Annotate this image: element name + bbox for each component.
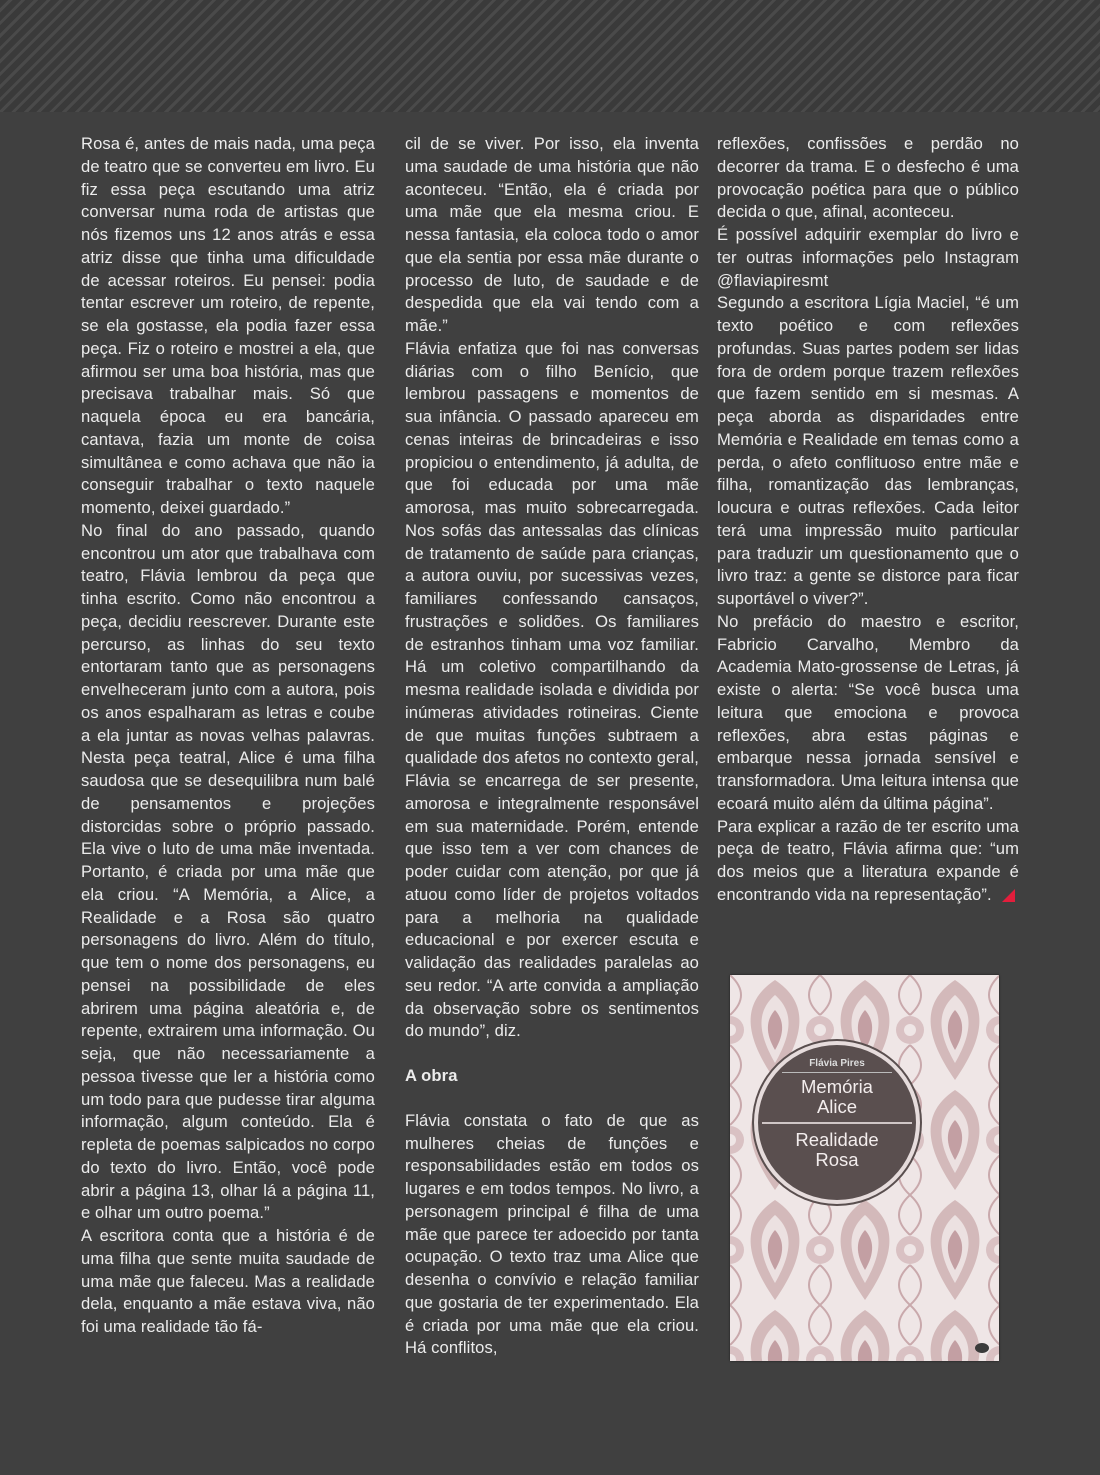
cover-title-rosa: Rosa xyxy=(815,1149,859,1170)
decorative-stripe-header xyxy=(0,0,1100,112)
paragraph: cil de se viver. Por isso, ela inventa uma saudade de uma história que não aconteceu. “Então, ela é criada por uma mãe que ela mesma criou. E nessa fantasia, ela coloca todo o amor que ela sentia por essa mãe durante o processo de luto, de saudade e de despedida que ela vai tendo com a mãe.” xyxy=(405,134,699,335)
paragraph: Segundo a escritora Lígia Maciel, “é um texto poético e com reflexões profundas. Suas partes podem ser lidas fora de ordem porque trazem reflexões que fazem sentido em si mesmas. A peça aborda as disparidades entre Memória e Realidade em temas como a perda, o afeto conflituoso entre mãe e filha, romantização das lembranças, loucura e outras reflexões. Cada leitor terá uma impressão muito particular para traduzir um questionamento que o livro traz: a gente se distorce para ficar suportável o viver?”. xyxy=(717,293,1019,608)
cover-title-memoria: Memória xyxy=(801,1076,873,1097)
cover-title-alice: Alice xyxy=(816,1096,858,1117)
divider xyxy=(762,1122,912,1124)
paragraph: reflexões, confissões e perdão no decorrer da trama. E o desfecho é uma provocação poética para que o público decida o que, afinal, aconteceu. xyxy=(717,134,1019,222)
paragraph: No prefácio do maestro e escritor, Fabricio Carvalho, Membro da Academia Mato-grossense de Letras, já existe o alerta: “Se você busca uma leitura que emociona e provoca reflexões, abra estas páginas e embarque nessa jornada sensível e transformadora. Uma leitura intensa que ecoará muito além da última página”. xyxy=(717,611,1019,813)
article-column-3 xyxy=(717,133,1019,907)
article-column-2 xyxy=(405,133,699,1360)
cover-title-realidade: Realidade xyxy=(795,1129,879,1150)
divider xyxy=(782,1072,892,1073)
publisher-logo-icon xyxy=(975,1343,989,1353)
end-mark-icon xyxy=(1002,889,1015,902)
paragraph: É possível adquirir exemplar do livro e ter outras informações pelo Instagram @flaviapiresmt xyxy=(717,225,1019,290)
paragraph-final xyxy=(717,816,1019,907)
cover-author: Flávia Pires xyxy=(809,1058,865,1069)
paragraph-final-text: Para explicar a razão de ter escrito uma peça de teatro, Flávia afirma que: “um dos meios que a literatura expande é encontrando vida na representação”. xyxy=(717,816,1019,904)
article-column-1 xyxy=(81,133,375,1339)
cover-title-badge xyxy=(754,1041,920,1204)
section-heading: A obra xyxy=(405,1066,458,1085)
book-cover-image xyxy=(730,975,999,1361)
paragraph: A escritora conta que a história é de uma filha que sente muita saudade de uma mãe que faleceu. Mas a realidade dela, enquanto a mãe estava viva, não foi uma realidade tão fá- xyxy=(81,1226,375,1336)
paragraph: Flávia constata o fato de que as mulheres cheias de funções e responsabilidades estão em todos os lugares e em todos tempos. No livro, a personagem principal é filha de uma mãe que parece ter adoecido por tanta ocupação. O texto traz uma Alice que desenha o convívio e relação familiar que gostaria de ter experimentado. Ela é criada por uma mãe que ela criou. Há conflitos, xyxy=(405,1110,699,1358)
paragraph: No final do ano passado, quando encontrou um ator que trabalhava com teatro, Flávia lembrou da peça que tinha escrito. Como não encontrou a peça, decidiu reescrever. Durante este percurso, as linhas do seu texto entortaram tanto que as personagens envelheceram junto com a autora, pois os anos espalharam as letras e coube a ela juntar as novas velhas palavras. Nesta peça teatral, Alice é uma filha saudosa que se desequilibra num balé de pensamentos e projeções distorcidas sobre o próprio passado. Ela vive o luto de uma mãe inventada. Portanto, é criada por uma mãe que ela criou. “A Memória, a Alice, a Realidade e a Rosa são quatro personagens do livro. Além do título, que tem o nome dos personagens, eu pensei na possibilidade de eles abrirem uma página aleatória e, de repente, extrairem uma informação. Ou seja, que não necessariamente a pessoa tivesse que ler a história como um todo para que pudesse tirar alguma informação, algum conteúdo. Ela é repleta de poemas salpicados no corpo do texto do livro. Então, você pode abrir a página 13, olhar lá a página 11, e olhar um outro poema.” xyxy=(81,520,375,1223)
paragraph: Rosa é, antes de mais nada, uma peça de teatro que se converteu em livro. Eu fiz essa peça escutando uma atriz conversar numa roda de artistas que nós fizemos uns 12 anos atrás e essa atriz disse que tinha uma dificuldade de acessar roteiros. Eu pensei: podia tentar escrever um roteiro, de repente, se ela gostasse, ela podia fazer essa peça. Fiz o roteiro e mostrei a ela, que afirmou ser uma boa história, mas que precisava trabalhar mais. Só que naquela época eu era bancária, cantava, fazia um monte de coisa simultânea e como achava que não ia conseguir trabalhar o texto naquele momento, deixei guardado.” xyxy=(81,134,375,517)
paragraph: Flávia enfatiza que foi nas conversas diárias com o filho Benício, que lembrou passagens e momentos de sua infância. O passado apareceu em cenas inteiras de brincadeiras e isso propiciou o entendimento, já adulta, de que foi educada por uma mãe amorosa, mas muito sobrecarregada. Nos sofás das antessalas das clínicas de tratamento de saúde para crianças, a autora ouviu, por sucessivas vezes, familiares confessando cansaços, frustrações e solidões. Os familiares de estranhos tinham uma voz familiar. Há um coletivo compartilhando da mesma realidade isolada e dividida por inúmeras atividades rotineiras. Ciente de que muitas funções subtraem a qualidade dos afetos no contexto geral, Flávia se encarrega de ser presente, amorosa e integralmente responsável em sua maternidade. Porém, entende que isso tem a ver com chances de poder cuidar com atenção, por que já atuou como líder de projetos voltados para a melhoria na qualidade educacional e por exercer escuta e validação das realidades paralelas ao seu redor. “A arte convida a ampliação da observação sobre os sentimentos do mundo”, diz. xyxy=(405,338,699,1041)
